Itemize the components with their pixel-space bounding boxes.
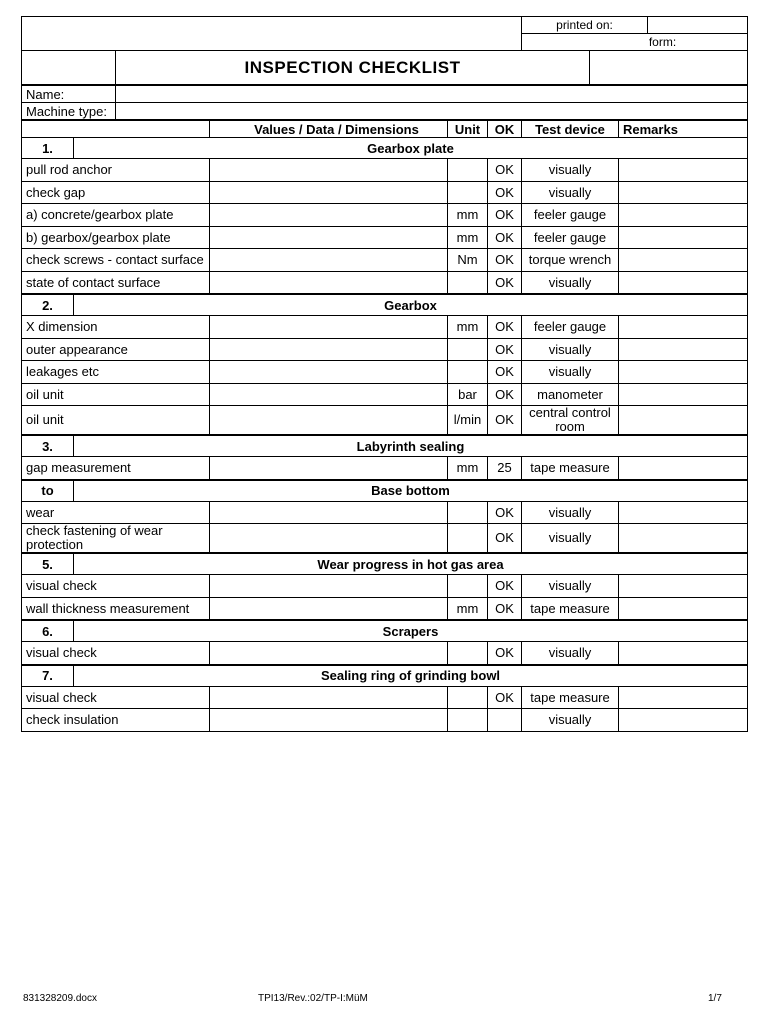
unit-cell [448, 159, 488, 182]
printed-on-label: printed on: [522, 17, 648, 34]
values-input-cell[interactable] [210, 709, 448, 732]
inspection-checklist-form [21, 16, 747, 732]
checklist-row [22, 457, 748, 480]
unit-cell: mm [448, 457, 488, 480]
section-title: Scrapers [74, 620, 748, 642]
values-input-cell[interactable] [210, 271, 448, 294]
unit-cell: bar [448, 383, 488, 406]
ok-cell[interactable]: OK [488, 406, 522, 436]
ok-cell[interactable]: OK [488, 597, 522, 620]
name-label: Name: [22, 86, 116, 103]
remarks-input-cell[interactable] [619, 575, 748, 598]
footer-page-number: 1/7 [708, 993, 722, 1004]
remarks-input-cell[interactable] [619, 181, 748, 204]
checklist-row [22, 159, 748, 182]
unit-cell [448, 642, 488, 665]
section-number: to [22, 480, 74, 502]
remarks-input-cell[interactable] [619, 457, 748, 480]
remarks-input-cell[interactable] [619, 524, 748, 554]
checklist-item-label: check insulation [22, 709, 210, 732]
machine-type-field[interactable] [116, 103, 748, 120]
values-input-cell[interactable] [210, 226, 448, 249]
remarks-input-cell[interactable] [619, 338, 748, 361]
ok-cell[interactable]: OK [488, 181, 522, 204]
section-number: 2. [22, 294, 74, 316]
values-input-cell[interactable] [210, 249, 448, 272]
test-device-cell: visually [522, 524, 619, 554]
test-device-cell: central control room [522, 406, 619, 436]
checklist-item-label: gap measurement [22, 457, 210, 480]
values-input-cell[interactable] [210, 501, 448, 524]
remarks-input-cell[interactable] [619, 361, 748, 384]
ok-cell[interactable]: OK [488, 226, 522, 249]
section-title: Wear progress in hot gas area [74, 553, 748, 575]
checklist-table [21, 120, 748, 732]
header-right-cell [590, 51, 748, 85]
unit-cell [448, 181, 488, 204]
unit-cell [448, 524, 488, 554]
values-input-cell[interactable] [210, 383, 448, 406]
ok-cell[interactable]: OK [488, 383, 522, 406]
identity-table [21, 85, 748, 120]
remarks-input-cell[interactable] [619, 597, 748, 620]
checklist-row [22, 575, 748, 598]
column-header-values: Values / Data / Dimensions [210, 121, 448, 138]
test-device-cell: manometer [522, 383, 619, 406]
values-input-cell[interactable] [210, 686, 448, 709]
checklist-item-label: outer appearance [22, 338, 210, 361]
checklist-row [22, 226, 748, 249]
checklist-item-label: leakages etc [22, 361, 210, 384]
values-input-cell[interactable] [210, 457, 448, 480]
section-header-row [22, 138, 748, 159]
ok-cell[interactable]: OK [488, 642, 522, 665]
remarks-input-cell[interactable] [619, 642, 748, 665]
test-device-cell: visually [522, 501, 619, 524]
test-device-cell: feeler gauge [522, 226, 619, 249]
checklist-row [22, 316, 748, 339]
remarks-input-cell[interactable] [619, 501, 748, 524]
checklist-row [22, 204, 748, 227]
ok-cell[interactable]: OK [488, 249, 522, 272]
section-header-row [22, 665, 748, 687]
section-title: Gearbox plate [74, 138, 748, 159]
values-input-cell[interactable] [210, 361, 448, 384]
footer-revision: TPI13/Rev.:02/TP-I:MüM [258, 993, 368, 1004]
checklist-row [22, 271, 748, 294]
checklist-item-label: X dimension [22, 316, 210, 339]
checklist-row [22, 361, 748, 384]
ok-cell[interactable]: OK [488, 316, 522, 339]
printed-on-value[interactable] [648, 17, 748, 34]
values-input-cell[interactable] [210, 406, 448, 436]
machine-type-label: Machine type: [22, 103, 116, 120]
unit-cell [448, 271, 488, 294]
test-device-cell: torque wrench [522, 249, 619, 272]
section-number: 5. [22, 553, 74, 575]
checklist-item-label: visual check [22, 642, 210, 665]
test-device-cell: tape measure [522, 597, 619, 620]
checklist-row [22, 709, 748, 732]
checklist-item-label: check fastening of wear protection [22, 524, 210, 554]
checklist-item-label: visual check [22, 575, 210, 598]
name-field[interactable] [116, 86, 748, 103]
column-header-unit: Unit [448, 121, 488, 138]
column-header-remarks: Remarks [619, 121, 748, 138]
unit-cell: mm [448, 226, 488, 249]
section-header-row [22, 553, 748, 575]
column-header-test-device: Test device [522, 121, 619, 138]
unit-cell [448, 686, 488, 709]
ok-cell[interactable]: OK [488, 338, 522, 361]
checklist-row [22, 181, 748, 204]
checklist-row [22, 686, 748, 709]
unit-cell: l/min [448, 406, 488, 436]
remarks-input-cell[interactable] [619, 383, 748, 406]
section-title: Base bottom [74, 480, 748, 502]
test-device-cell: visually [522, 642, 619, 665]
header-table [21, 16, 748, 85]
remarks-input-cell[interactable] [619, 316, 748, 339]
unit-cell [448, 709, 488, 732]
unit-cell [448, 575, 488, 598]
checklist-row [22, 642, 748, 665]
values-input-cell[interactable] [210, 338, 448, 361]
values-input-cell[interactable] [210, 575, 448, 598]
section-title: Labyrinth sealing [74, 435, 748, 457]
test-device-cell: visually [522, 159, 619, 182]
section-number: 1. [22, 138, 74, 159]
checklist-item-label: wall thickness measurement [22, 597, 210, 620]
test-device-cell: visually [522, 709, 619, 732]
section-number: 7. [22, 665, 74, 687]
header-blank-cell [22, 17, 522, 51]
section-title: Gearbox [74, 294, 748, 316]
checklist-item-label: oil unit [22, 406, 210, 436]
unit-cell: Nm [448, 249, 488, 272]
checklist-row [22, 383, 748, 406]
checklist-item-label: wear [22, 501, 210, 524]
checklist-item-label: b) gearbox/gearbox plate [22, 226, 210, 249]
unit-cell [448, 501, 488, 524]
column-header-ok: OK [488, 121, 522, 138]
section-title: Sealing ring of grinding bowl [74, 665, 748, 687]
section-number: 6. [22, 620, 74, 642]
test-device-cell: tape measure [522, 457, 619, 480]
test-device-cell: visually [522, 338, 619, 361]
remarks-input-cell[interactable] [619, 249, 748, 272]
ok-cell[interactable]: OK [488, 271, 522, 294]
unit-cell [448, 338, 488, 361]
values-input-cell[interactable] [210, 524, 448, 554]
ok-cell[interactable]: OK [488, 361, 522, 384]
remarks-input-cell[interactable] [619, 226, 748, 249]
test-device-cell: visually [522, 181, 619, 204]
test-device-cell: visually [522, 361, 619, 384]
section-number: 3. [22, 435, 74, 457]
ok-cell[interactable]: OK [488, 686, 522, 709]
section-header-row [22, 435, 748, 457]
test-device-cell: feeler gauge [522, 204, 619, 227]
checklist-row [22, 597, 748, 620]
ok-cell[interactable]: OK [488, 524, 522, 554]
checklist-row [22, 501, 748, 524]
ok-cell[interactable]: 25 [488, 457, 522, 480]
checklist-row [22, 406, 748, 436]
column-header-blank [22, 121, 210, 138]
logo-cell [22, 51, 116, 85]
checklist-row [22, 249, 748, 272]
remarks-input-cell[interactable] [619, 709, 748, 732]
ok-cell[interactable] [488, 709, 522, 732]
checklist-item-label: oil unit [22, 383, 210, 406]
values-input-cell[interactable] [210, 597, 448, 620]
values-input-cell[interactable] [210, 159, 448, 182]
unit-cell: mm [448, 597, 488, 620]
values-input-cell[interactable] [210, 316, 448, 339]
section-header-row [22, 480, 748, 502]
checklist-item-label: a) concrete/gearbox plate [22, 204, 210, 227]
test-device-cell: feeler gauge [522, 316, 619, 339]
checklist-item-label: check screws - contact surface [22, 249, 210, 272]
section-header-row [22, 620, 748, 642]
ok-cell[interactable]: OK [488, 575, 522, 598]
test-device-cell: visually [522, 575, 619, 598]
checklist-item-label: check gap [22, 181, 210, 204]
remarks-input-cell[interactable] [619, 406, 748, 436]
checklist-row [22, 524, 748, 554]
values-input-cell[interactable] [210, 642, 448, 665]
checklist-item-label: pull rod anchor [22, 159, 210, 182]
page-title: INSPECTION CHECKLIST [116, 51, 590, 85]
ok-cell[interactable]: OK [488, 501, 522, 524]
test-device-cell: tape measure [522, 686, 619, 709]
remarks-input-cell[interactable] [619, 204, 748, 227]
footer-filename: 831328209.docx [23, 993, 97, 1004]
unit-cell [448, 361, 488, 384]
values-input-cell[interactable] [210, 204, 448, 227]
unit-cell: mm [448, 204, 488, 227]
checklist-item-label: state of contact surface [22, 271, 210, 294]
unit-cell: mm [448, 316, 488, 339]
form-label: form: [522, 34, 748, 51]
checklist-item-label: visual check [22, 686, 210, 709]
ok-cell[interactable]: OK [488, 159, 522, 182]
remarks-input-cell[interactable] [619, 686, 748, 709]
section-header-row [22, 294, 748, 316]
remarks-input-cell[interactable] [619, 271, 748, 294]
values-input-cell[interactable] [210, 181, 448, 204]
test-device-cell: visually [522, 271, 619, 294]
ok-cell[interactable]: OK [488, 204, 522, 227]
remarks-input-cell[interactable] [619, 159, 748, 182]
checklist-row [22, 338, 748, 361]
